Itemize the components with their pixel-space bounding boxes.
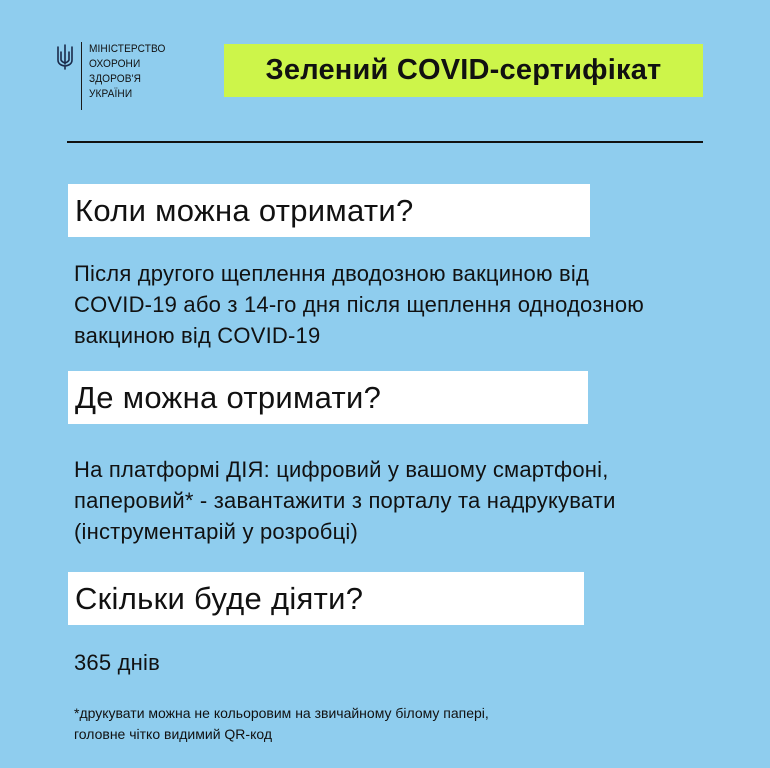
answer-line: Після другого щеплення дводозною вакциною від	[74, 261, 589, 286]
answer-line: На платформі ДІЯ: цифровий у вашому смартфоні,	[74, 457, 609, 482]
answer-line: паперовий* - завантажити з порталу та надрукувати	[74, 488, 616, 513]
trident-icon	[56, 44, 74, 70]
ministry-name-line: УКРАЇНИ	[89, 88, 133, 100]
answer-line: (інструментарій у розробці)	[74, 519, 358, 544]
footnote-line: *друкувати можна не кольоровим на звичайному білому папері,	[74, 705, 489, 721]
answer-duration	[74, 647, 754, 678]
answer-line: вакциною від COVID-19	[74, 323, 321, 348]
logo-divider	[81, 42, 82, 110]
ministry-name-line: ЗДОРОВ'Я	[89, 73, 141, 85]
ministry-name	[89, 42, 165, 102]
ministry-name-line: ОХОРОНИ	[89, 58, 141, 70]
answer-line: COVID-19 або з 14-го дня після щеплення однодозною	[74, 292, 645, 317]
footnote-line: головне чітко видимий QR-код	[74, 726, 273, 742]
question-duration: Скільки буде діяти?	[68, 572, 584, 625]
answer-line: 365 днів	[74, 650, 160, 675]
question-when: Коли можна отримати?	[68, 184, 590, 237]
ministry-logo	[56, 42, 172, 110]
footnote	[74, 703, 694, 745]
question-where: Де можна отримати?	[68, 371, 588, 424]
answer-when	[74, 258, 754, 351]
page-title: Зелений COVID-сертифікат	[224, 44, 703, 97]
answer-where	[74, 454, 754, 547]
ministry-name-line: МІНІСТЕРСТВО	[89, 43, 166, 55]
divider	[67, 141, 703, 143]
